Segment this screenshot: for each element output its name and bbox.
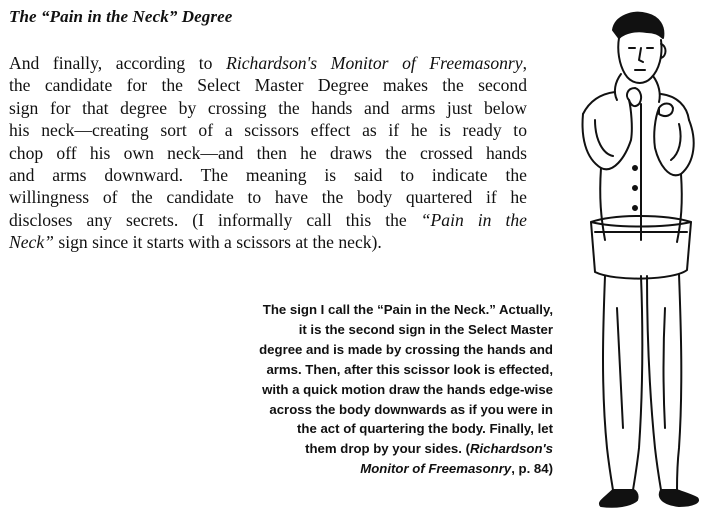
paragraph-line: [9, 231, 527, 253]
text-run: arms. Then, after this scissor look is effected,: [266, 361, 553, 377]
text-run: The sign I call the “Pain in the Neck.” Actually,: [262, 302, 553, 317]
page-heading: The “Pain in the Neck” Degree: [9, 7, 233, 26]
text-run: ,: [522, 53, 527, 73]
text-run: willingness of the candidate to have the body quartered if he: [9, 187, 527, 208]
caption-line: [215, 380, 553, 400]
paragraph-line: [9, 119, 527, 141]
figure-caption: [215, 300, 553, 479]
text-run: them drop by your sides. (: [305, 441, 470, 457]
text-run: chop off his own neck—and then he draws the crossed hands: [9, 142, 527, 163]
caption-line: [215, 300, 553, 320]
italic-text: Richardson's: [469, 441, 553, 457]
paragraph-line: [9, 164, 527, 186]
italic-text: “Pain in the: [420, 209, 527, 230]
text-run: with a quick motion draw the hands edge-wise: [262, 381, 553, 397]
text-run: across the body downwards as if you were in: [269, 401, 553, 417]
caption-line: [215, 439, 553, 459]
caption-line: [215, 360, 553, 380]
italic-text: Richardson's Monitor of Freemasonry: [226, 53, 523, 73]
caption-line: [215, 459, 553, 479]
paragraph-line: [9, 97, 527, 119]
caption-line: [215, 340, 553, 360]
text-run: it is the second sign in the Select Master: [298, 321, 553, 337]
paragraph-line: [9, 52, 527, 74]
caption-line: [215, 320, 553, 340]
paragraph-line: [9, 209, 527, 231]
text-run: degree and is made by crossing the hands and: [259, 341, 553, 357]
italic-text: Monitor of Freemasonry: [360, 461, 512, 477]
main-paragraph: [9, 52, 527, 254]
text-run: , p. 84): [511, 461, 553, 477]
caption-line: [215, 419, 553, 439]
text-run: sign for that degree by crossing the hands and arms just below: [9, 97, 527, 118]
text-run: sign since it starts with a scissors at the neck).: [53, 232, 382, 253]
italic-text: Neck”: [9, 232, 54, 253]
paragraph-line: [9, 186, 527, 208]
paragraph-line: [9, 74, 527, 96]
text-run: And finally, according to: [9, 53, 227, 73]
text-run: discloses any secrets. (I informally call this the: [9, 209, 421, 230]
man-making-sign-illustration: [555, 8, 725, 508]
text-run: the candidate for the Select Master Degree makes the second: [9, 75, 527, 96]
text-run: his neck—creating sort of a scissors effect as if he is ready to: [9, 120, 527, 141]
paragraph-line: [9, 142, 527, 164]
caption-line: [215, 400, 553, 420]
text-run: the act of quartering the body. Finally, let: [297, 421, 553, 437]
text-run: and arms downward. The meaning is said to indicate the: [9, 165, 527, 186]
